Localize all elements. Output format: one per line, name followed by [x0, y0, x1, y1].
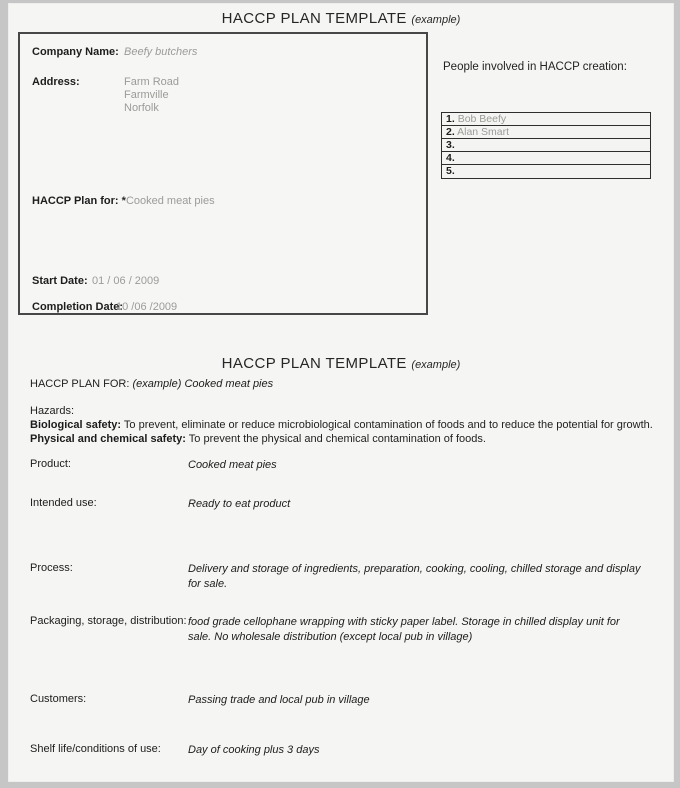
- person-number: 2.: [446, 126, 455, 138]
- hazard-biological-label: Biological safety:: [30, 419, 122, 431]
- customers-value: Passing trade and local pub in village: [188, 694, 370, 706]
- customers-label: Customers:: [30, 693, 87, 705]
- section-title: [8, 355, 674, 372]
- table-row: [442, 152, 650, 165]
- hazard-biological-line: [30, 419, 653, 431]
- hazard-physical-text: To prevent the physical and chemical contamination of foods.: [185, 433, 486, 445]
- page-title-example-note: (example): [411, 14, 461, 26]
- address-line-3: Norfolk: [124, 102, 159, 114]
- address-label: Address:: [32, 76, 80, 88]
- hazard-physical-line: [30, 433, 486, 445]
- person-name: Alan Smart: [457, 126, 510, 138]
- hazard-biological-text: To prevent, eliminate or reduce microbiological contamination of foods and to reduce the potential for growth.: [121, 419, 653, 431]
- document-page-surface: [8, 3, 674, 782]
- plan-for-value: (example) Cooked meat pies: [132, 378, 274, 390]
- address-value: [124, 76, 179, 115]
- intended-use-label: Intended use:: [30, 497, 97, 509]
- person-number: 4.: [446, 152, 455, 164]
- shelf-life-label: Shelf life/conditions of use:: [30, 743, 161, 755]
- address-line-1: Farm Road: [124, 76, 180, 88]
- completion-date-value: 10 /06 /2009: [116, 301, 178, 313]
- people-involved-table: [441, 112, 651, 179]
- haccp-plan-for-row: [32, 195, 215, 207]
- shelf-life-value: Day of cooking plus 3 days: [188, 744, 320, 756]
- company-name-label: Company Name:: [32, 46, 119, 58]
- page-title: [8, 10, 674, 27]
- haccp-plan-for-label: HACCP Plan for:: [32, 195, 119, 207]
- process-value: Delivery and storage of ingredients, preparation, cooking, cooling, chilled storage and display for sale.: [188, 563, 641, 590]
- hazard-physical-label: Physical and chemical safety:: [30, 433, 186, 445]
- section-title-text: HACCP PLAN TEMPLATE: [221, 355, 407, 372]
- page-title-text: HACCP PLAN TEMPLATE: [221, 10, 407, 27]
- plan-for-line: [30, 378, 273, 390]
- table-row: [442, 165, 650, 178]
- table-row: [442, 139, 650, 152]
- packaging-label: Packaging, storage, distribution:: [30, 615, 187, 627]
- people-involved-heading: People involved in HACCP creation:: [443, 61, 627, 73]
- product-value: Cooked meat pies: [188, 459, 277, 471]
- haccp-plan-for-asterisk: *: [121, 195, 126, 207]
- hazards-heading: Hazards:: [30, 405, 75, 417]
- table-row: [442, 126, 650, 139]
- intended-use-value: Ready to eat product: [188, 498, 291, 510]
- section-title-example-note: (example): [411, 359, 461, 371]
- start-date-label: Start Date:: [32, 275, 88, 287]
- completion-date-label: Completion Date:: [32, 301, 124, 313]
- person-number: 5.: [446, 165, 455, 177]
- company-name-value: Beefy butchers: [124, 46, 198, 58]
- plan-for-label: HACCP PLAN FOR:: [30, 378, 130, 390]
- person-number: 1.: [446, 113, 455, 125]
- company-details-box: [18, 32, 428, 315]
- table-row: [442, 113, 650, 126]
- address-line-2: Farmville: [124, 89, 169, 101]
- person-name: Bob Beefy: [457, 113, 507, 125]
- product-label: Product:: [30, 458, 71, 470]
- process-label: Process:: [30, 562, 73, 574]
- start-date-value: 01 / 06 / 2009: [92, 275, 160, 287]
- person-number: 3.: [446, 139, 455, 151]
- haccp-plan-for-value: Cooked meat pies: [125, 195, 215, 207]
- packaging-value: food grade cellophane wrapping with sticky paper label. Storage in chilled display unit for sale. No wholesale distribution (except local pub in village): [188, 616, 620, 643]
